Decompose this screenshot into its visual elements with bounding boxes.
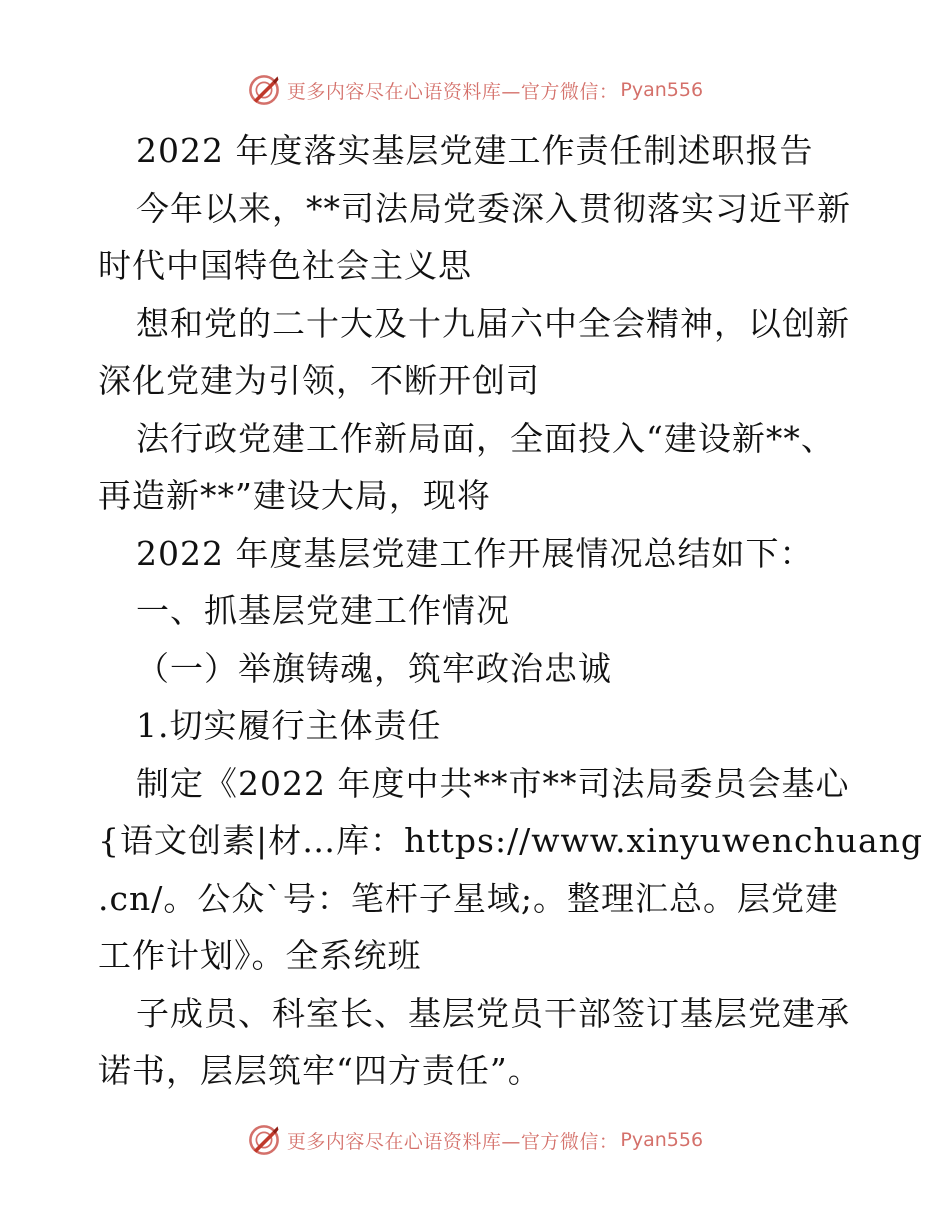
paragraph-line: 再造新**”建设大局，现将: [98, 476, 491, 515]
item-heading: 1.切实履行主体责任: [136, 706, 442, 745]
paragraph-line: 今年以来，**司法局党委深入贯彻落实习近平新: [136, 188, 851, 228]
paragraph-line: 想和党的二十大及十九届六中全会精神，以创新: [136, 303, 850, 343]
header-watermark: [0, 70, 950, 110]
paragraph-line: 2022 年度基层党建工作开展情况总结如下：: [136, 533, 814, 573]
paragraph-line: 诺书，层层筑牢“四方责任”。: [98, 1051, 542, 1090]
paragraph-line: 子成员、科室长、基层党员干部签订基层党建承: [136, 993, 850, 1033]
paragraph-line: .cn/。公众`号：笔杆子星域;。整理汇总。层党建: [98, 878, 839, 918]
footer-watermark: [0, 1120, 950, 1160]
paragraph-line: 工作计划》。全系统班: [98, 936, 422, 975]
watermark-text: 更多内容尽在心语资料库—官方微信：: [286, 80, 619, 103]
watermark-wechat-id: Pyan556: [620, 79, 704, 101]
red-brush-logo-icon: [247, 73, 281, 107]
paragraph-line: 深化党建为引领，不断开创司: [98, 361, 540, 400]
watermark-wechat-id: Pyan556: [620, 1129, 704, 1151]
paragraph-line: {语文创素|材…库：https://www.xinyuwenchuang: [98, 821, 924, 860]
paragraph-line: 时代中国特色社会主义思: [98, 246, 472, 285]
document-title: 2022 年度落实基层党建工作责任制述职报告: [136, 131, 814, 170]
watermark-text: 更多内容尽在心语资料库—官方微信：: [286, 1130, 619, 1153]
section-heading: 一、抓基层党建工作情况: [136, 591, 510, 630]
paragraph-line: 制定《2022 年度中共**市**司法局委员会基心: [136, 763, 850, 803]
subsection-heading: （一）举旗铸魂，筑牢政治忠诚: [136, 648, 612, 688]
document-body: [98, 122, 924, 1100]
paragraph-line: 法行政党建工作新局面，全面投入“建设新**、: [136, 418, 835, 458]
red-brush-logo-icon: [247, 1123, 281, 1157]
